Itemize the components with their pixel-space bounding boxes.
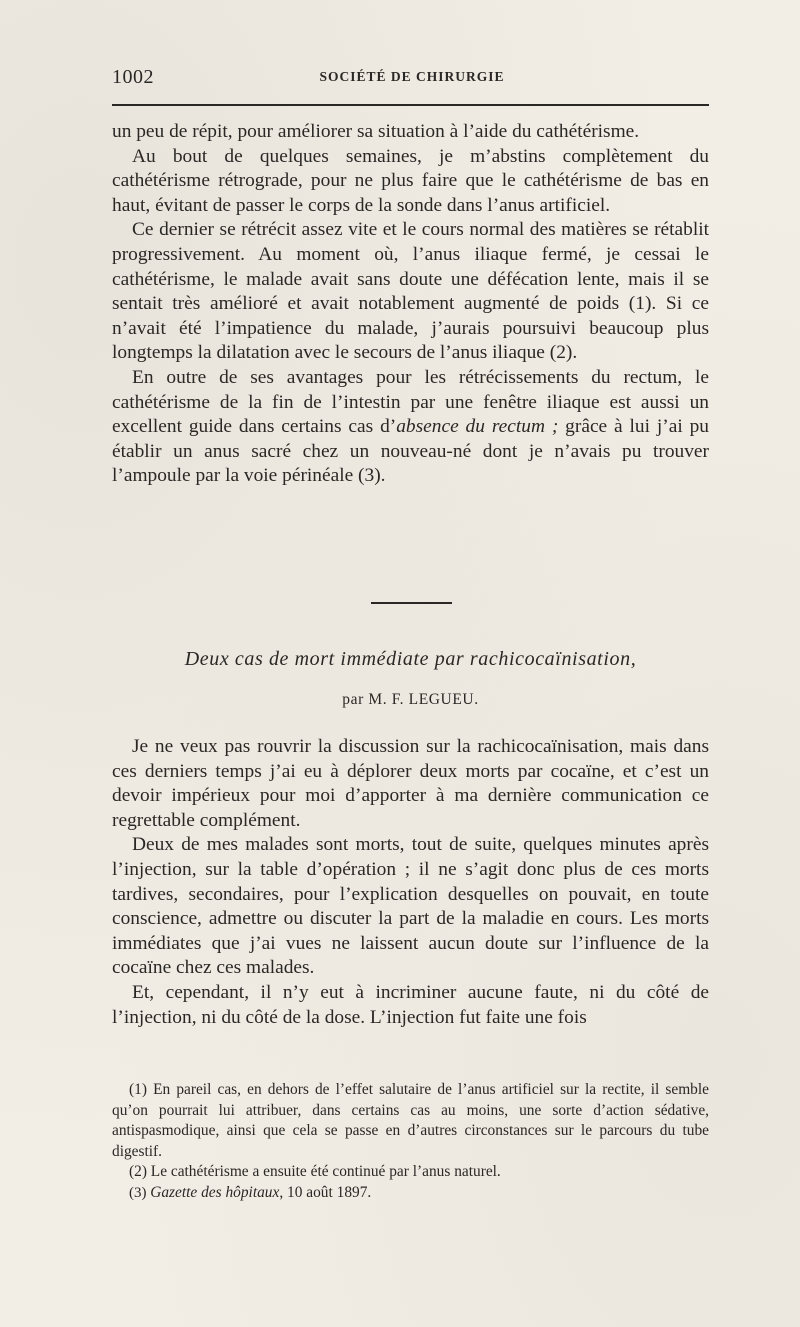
paragraph: Au bout de quelques semaines, je m’abstins complètement du cathétérisme rétrograde, pour ne plus faire que le cathétérisme de bas en haut, évitant de passer le corps de la sonde dans l’anus artificiel. bbox=[112, 145, 709, 216]
paragraph-with-italic bbox=[112, 366, 709, 489]
footnotes bbox=[112, 1080, 709, 1203]
page-header bbox=[112, 66, 712, 90]
paragraph: un peu de répit, pour améliorer sa situation à l’aide du cathétérisme. bbox=[112, 121, 640, 142]
page-number: 1002 bbox=[112, 66, 154, 88]
article-byline: par M. F. LEGUEU. bbox=[342, 691, 479, 708]
paragraph: Deux de mes malades sont morts, tout de suite, quelques minutes après l’injection, sur la table d’opération ; il ne s’agit donc plus de ces morts tardives, secondaires, pour l’explication desquelles on pouvait, en toute conscience, admettre ou discuter la part de la maladie en cours. Les morts immédiates que j’ai vues ne laissent aucun doute sur l’influence de la cocaïne chez ces malades. bbox=[112, 834, 709, 979]
footnote-date: , 10 août 1897. bbox=[279, 1183, 372, 1201]
paragraph-text: grâce à lui j’ai pu établir un anus sacré chez un nouveau-né dont je n’avais pu trouver l’ampoule par la voie périnéale (3). bbox=[112, 416, 709, 487]
italic-phrase: absence du rectum ; bbox=[396, 416, 559, 438]
footnote-citation: Gazette des hôpitaux bbox=[150, 1183, 280, 1201]
section-divider bbox=[371, 602, 452, 604]
footnote-3 bbox=[112, 1183, 709, 1204]
footnote-marker: (3) bbox=[129, 1184, 151, 1201]
paragraph: Ce dernier se rétrécit assez vite et le cours normal des matières se rétablit progressivement. Au moment où, l’anus iliaque fermé, je cessai le cathétérisme, le malade avait sans doute une défécation lente, mais il se sentait très amélioré et avait notablement augmenté de poids (1). Si ce n’avait été l’impatience du malade, j’aurais poursuivi beaucoup plus longtemps la dilatation avec le secours de l’anus iliaque (2). bbox=[112, 219, 709, 364]
footnote-1: (1) En pareil cas, en dehors de l’effet salutaire de l’anus artificiel sur la rectite, il semble qu’on pourrait lui attribuer, dans certains cas au moins, une sorte d’action sédative, antispasmodique, ainsi que cela se passe en d’autres circonstances sur le parcours du tube digestif. bbox=[112, 1081, 709, 1160]
paragraph: Je ne veux pas rouvrir la discussion sur la rachicocaïnisation, mais dans ces derniers temps j’ai eu à déplorer deux morts par cocaïne, et c’est un devoir impérieux pour moi d’apporter à ma dernière communication ce regrettable complément. bbox=[112, 736, 709, 831]
footnote-2: (2) Le cathétérisme a ensuite été continué par l’anus naturel. bbox=[129, 1163, 501, 1180]
paragraph-text: En outre de ses avantages pour les rétrécissements du rectum, le cathétérisme de la fin de l’intestin par une fenêtre iliaque est aussi un excellent guide dans certains cas d’ bbox=[112, 366, 709, 438]
top-section bbox=[112, 120, 709, 489]
paragraph: Et, cependant, il n’y eut à incriminer aucune faute, ni du côté de l’injection, ni du côté de la dose. L’injection fut faite une fois bbox=[112, 981, 709, 1028]
article-title: Deux cas de mort immédiate par rachicocaïnisation, bbox=[184, 648, 637, 670]
running-head: SOCIÉTÉ DE CHIRURGIE bbox=[319, 69, 505, 84]
header-rule bbox=[112, 104, 709, 106]
article-body bbox=[112, 735, 709, 1030]
